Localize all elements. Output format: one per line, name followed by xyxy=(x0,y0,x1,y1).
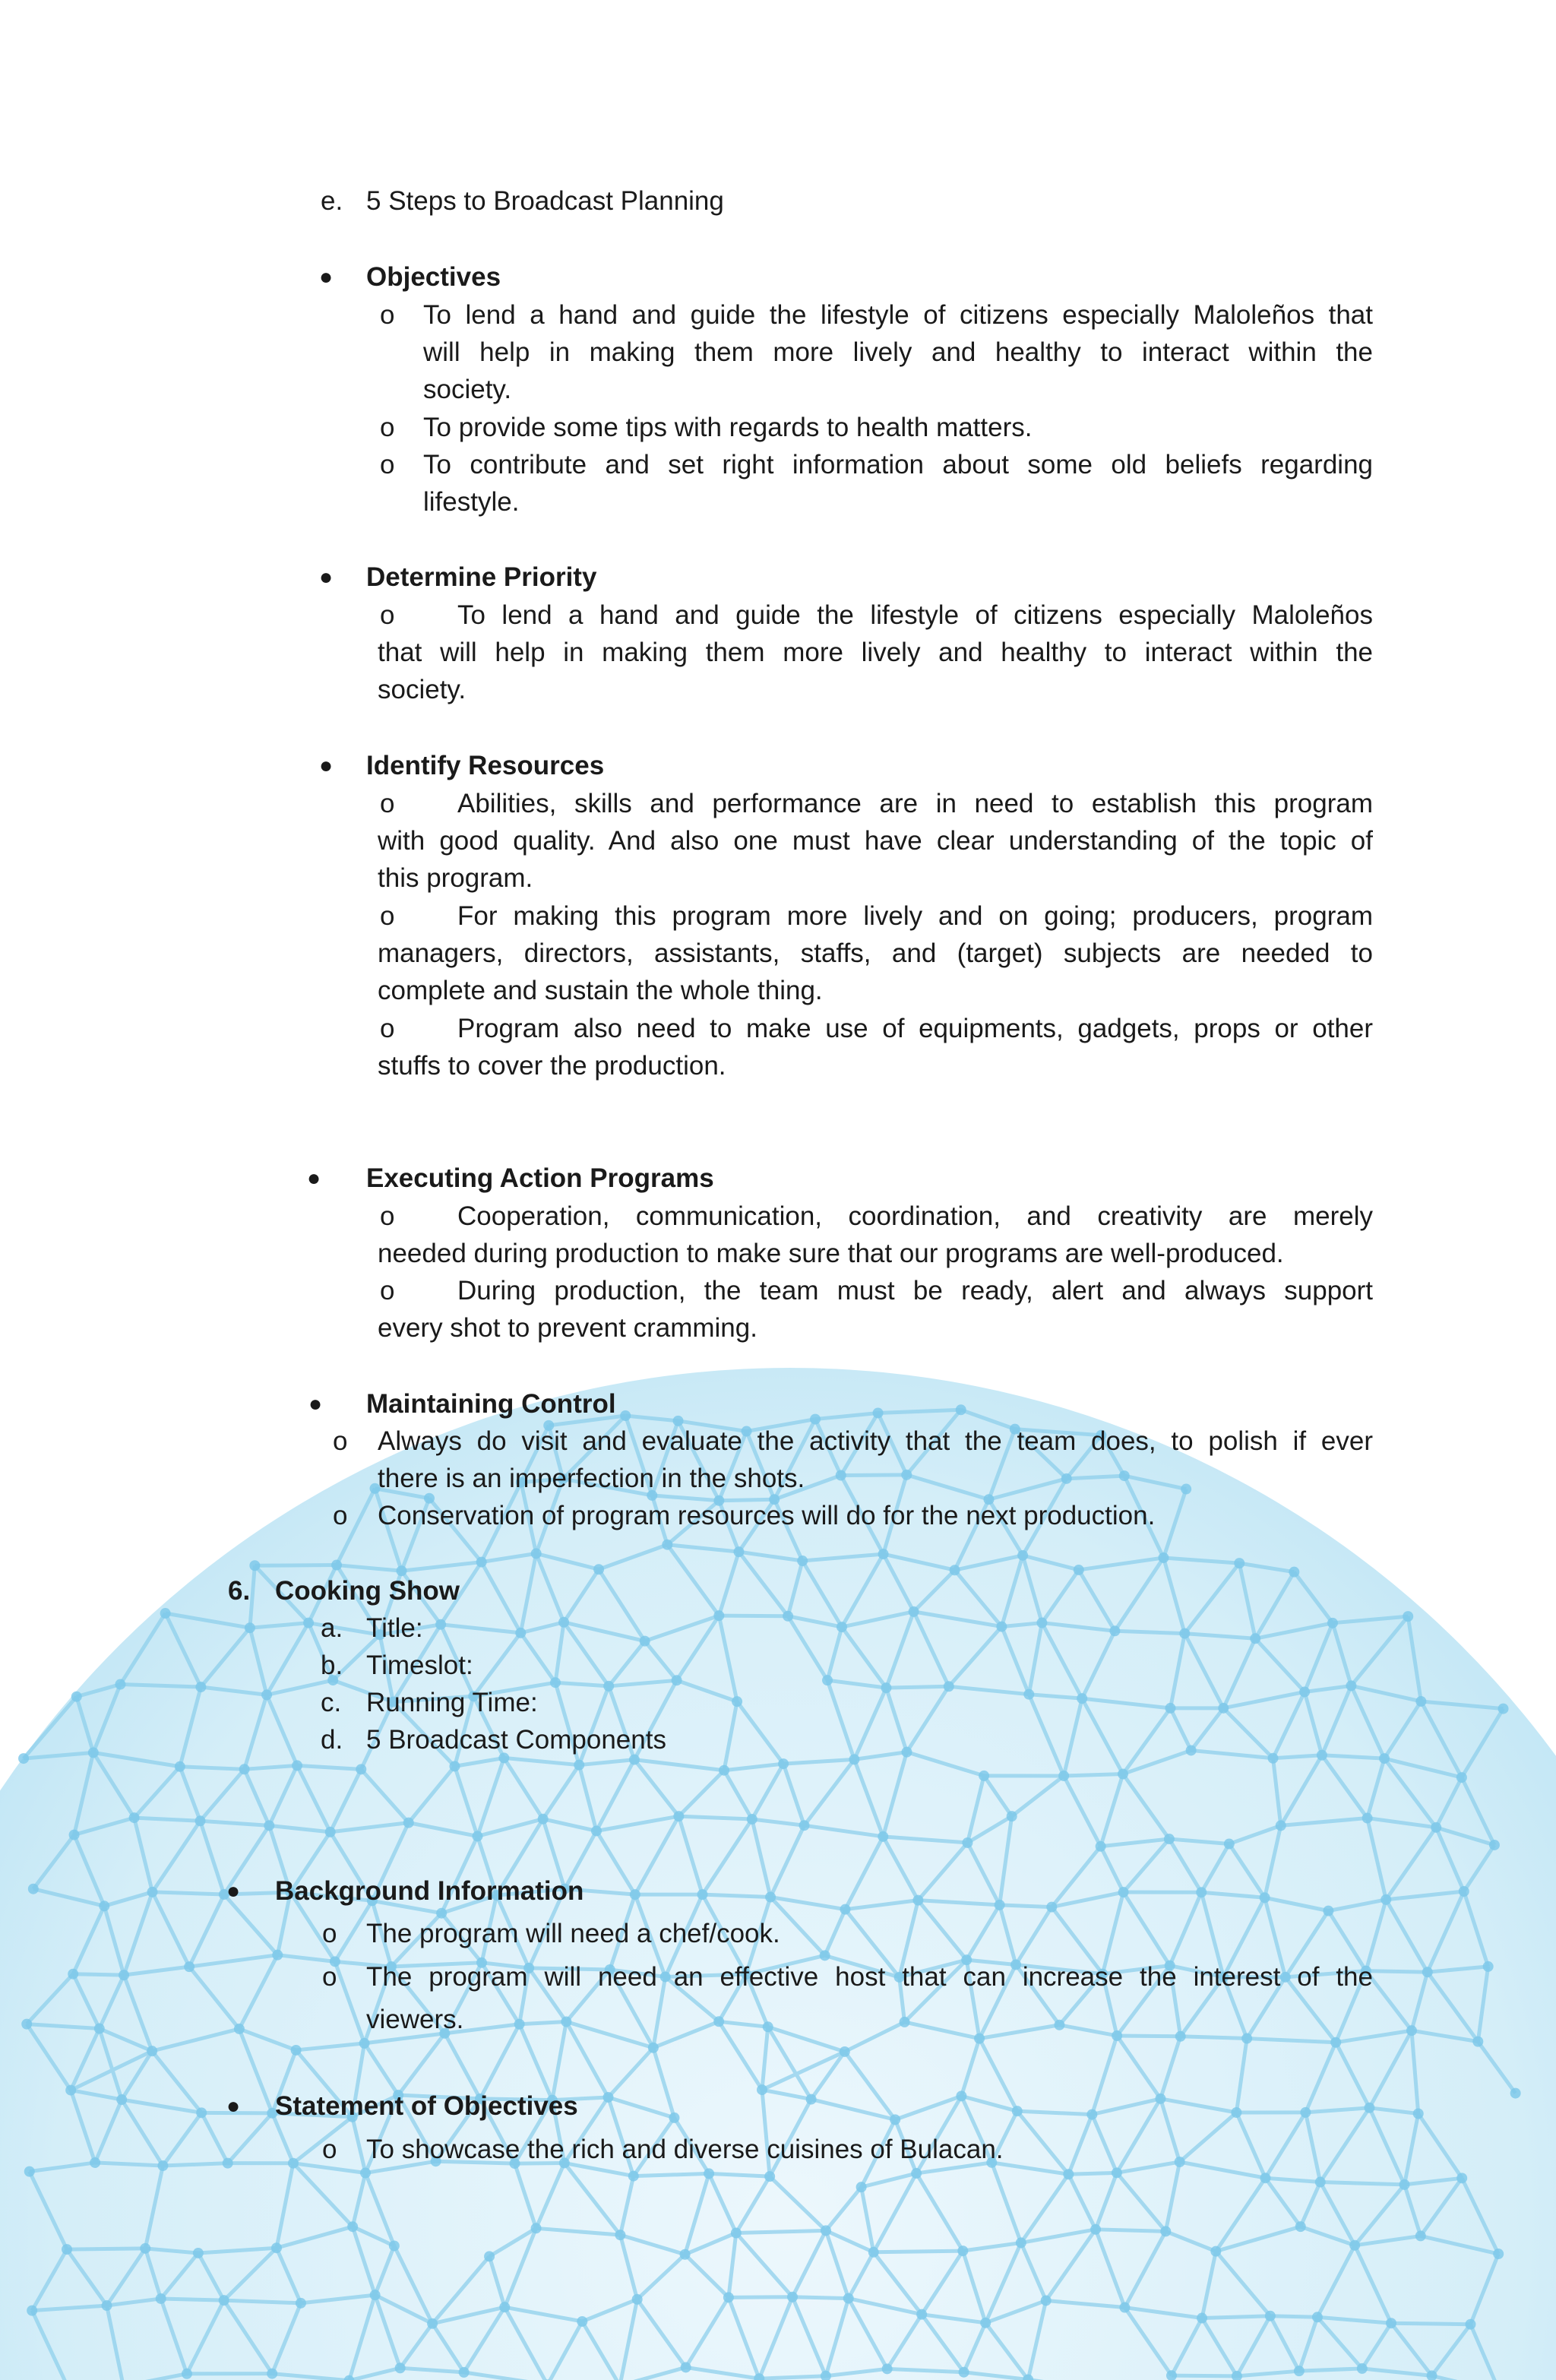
sub-bullet-icon: o xyxy=(322,2135,337,2164)
list-item-text: there is an imperfection in the shots. xyxy=(378,1464,805,1493)
list-marker: b. xyxy=(321,1650,343,1680)
list-item-text: Conservation of program resources will do for the next production. xyxy=(378,1501,1156,1530)
list-item-text: society. xyxy=(378,675,466,704)
sub-bullet-icon: o xyxy=(333,1501,348,1530)
list-marker: e. xyxy=(321,186,343,216)
sub-bullet-icon: o xyxy=(380,1014,395,1043)
section-heading: Determine Priority xyxy=(366,562,597,592)
bullet-icon: ● xyxy=(319,753,334,778)
list-item-text: Abilities, skills and performance are in need to establish this program xyxy=(457,789,1373,818)
list-item-text: 5 Broadcast Components xyxy=(366,1725,666,1755)
list-item-text: Timeslot: xyxy=(366,1650,473,1680)
sub-bullet-icon: o xyxy=(380,600,395,630)
list-item-text: To contribute and set right information about some old beliefs regarding xyxy=(423,450,1373,479)
list-item-text: that will help in making them more lively and healthy to interact within the xyxy=(378,638,1373,667)
bullet-icon: ● xyxy=(226,1878,241,1904)
section-heading: Statement of Objectives xyxy=(275,2091,578,2121)
list-item-text: During production, the team must be ready, alert and always support xyxy=(457,1276,1373,1306)
list-item-text: stuffs to cover the production. xyxy=(378,1051,726,1081)
list-item-text: To lend a hand and guide the lifestyle of citizens especially Maloleños xyxy=(457,600,1373,630)
section-heading: Objectives xyxy=(366,262,501,292)
list-item-text: For making this program more lively and on going; producers, program xyxy=(457,901,1373,931)
sub-bullet-icon: o xyxy=(380,901,395,931)
sub-bullet-icon: o xyxy=(380,789,395,818)
list-item-text: Program also need to make use of equipments, gadgets, props or other xyxy=(457,1014,1373,1043)
list-item-text: lifestyle. xyxy=(423,487,520,517)
list-item-text: complete and sustain the whole thing. xyxy=(378,976,823,1005)
sub-bullet-icon: o xyxy=(380,450,395,479)
bullet-icon: ● xyxy=(319,264,334,290)
list-item-text: The program will need an effective host that can increase the interest of the xyxy=(366,1962,1373,1992)
list-item-text: Running Time: xyxy=(366,1688,538,1717)
bullet-icon: ● xyxy=(226,2094,241,2119)
list-item-text: needed during production to make sure that our programs are well-produced. xyxy=(378,1239,1284,1268)
list-item-text: society. xyxy=(423,375,512,404)
list-item-text: To provide some tips with regards to health matters. xyxy=(423,413,1033,442)
sub-bullet-icon: o xyxy=(380,413,395,442)
list-item-text: every shot to prevent cramming. xyxy=(378,1313,757,1343)
list-item-text: will help in making them more lively and healthy to interact within the xyxy=(423,337,1373,367)
list-item-text: this program. xyxy=(378,863,533,893)
bullet-icon: ● xyxy=(319,565,334,590)
section-heading: Cooking Show xyxy=(275,1576,460,1606)
section-heading: Identify Resources xyxy=(366,751,605,780)
sub-bullet-icon: o xyxy=(380,1276,395,1306)
list-item-text: Always do visit and evaluate the activity that the team does, to polish if ever xyxy=(378,1426,1373,1456)
list-marker: d. xyxy=(321,1725,343,1755)
sub-bullet-icon: o xyxy=(322,1962,337,1992)
list-item-text: To showcase the rich and diverse cuisines of Bulacan. xyxy=(366,2135,1004,2164)
sub-bullet-icon: o xyxy=(333,1426,348,1456)
list-marker: c. xyxy=(321,1688,342,1717)
list-item-text: To lend a hand and guide the lifestyle of citizens especially Maloleños that xyxy=(423,300,1373,330)
bullet-icon: ● xyxy=(308,1391,323,1416)
sub-bullet-icon: o xyxy=(322,1919,337,1948)
list-item-text: managers, directors, assistants, staffs, and (target) subjects are needed to xyxy=(378,938,1373,968)
list-marker: a. xyxy=(321,1613,343,1643)
section-heading: Background Information xyxy=(275,1876,584,1906)
list-item-text: Title: xyxy=(366,1613,423,1643)
list-item-text: Cooperation, communication, coordination, and creativity are merely xyxy=(457,1201,1373,1231)
list-item-text: with good quality. And also one must have clear understanding of the topic of xyxy=(378,826,1373,856)
list-item-text: viewers. xyxy=(366,2005,464,2034)
bullet-icon: ● xyxy=(307,1166,321,1191)
sub-bullet-icon: o xyxy=(380,300,395,330)
section-heading: Executing Action Programs xyxy=(366,1163,714,1193)
list-item-text: The program will need a chef/cook. xyxy=(366,1919,780,1948)
list-item-text: 5 Steps to Broadcast Planning xyxy=(366,186,724,216)
section-heading: Maintaining Control xyxy=(366,1389,616,1419)
sub-bullet-icon: o xyxy=(380,1201,395,1231)
section-number: 6. xyxy=(228,1576,251,1606)
